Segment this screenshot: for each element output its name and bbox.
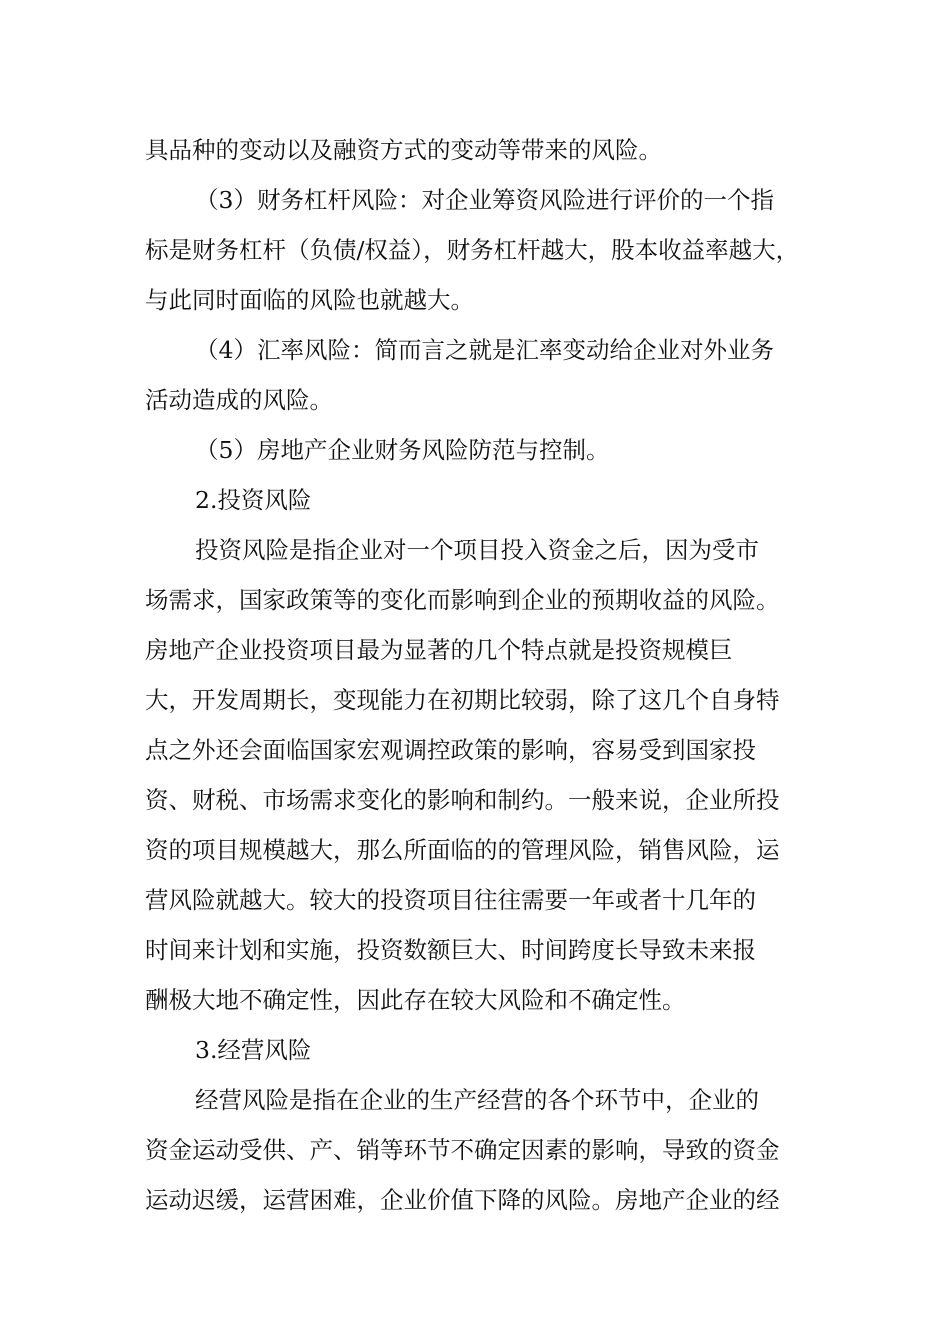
text-line: 营风险就越大。较大的投资项目往往需要一年或者十几年的 [145,886,756,914]
text-line: 大，开发周期长，变现能力在初期比较弱，除了这几个自身特 [145,686,780,714]
text-line: （5）房地产企业财务风险防范与控制。 [195,436,610,464]
text-line: 酬极大地不确定性，因此存在较大风险和不确定性。 [145,986,686,1014]
text-line: 场需求，国家政策等的变化而影响到企业的预期收益的风险。 [145,586,780,614]
text-line: 与此同时面临的风险也就越大。 [145,286,474,314]
text-line: 具品种的变动以及融资方式的变动等带来的风险。 [145,136,662,164]
text-line: 资、财税、市场需求变化的影响和制约。一般来说，企业所投 [145,786,780,814]
section-heading: 2.投资风险 [195,486,312,514]
text-line: 投资风险是指企业对一个项目投入资金之后，因为受市 [195,536,759,564]
text-line: 资金运动受供、产、销等环节不确定因素的影响，导致的资金 [145,1136,780,1164]
text-line: 房地产企业投资项目最为显著的几个特点就是投资规模巨 [145,636,733,664]
section-heading: 3.经营风险 [195,1036,312,1064]
text-line: 点之外还会面临国家宏观调控政策的影响，容易受到国家投 [145,736,756,764]
text-line: 资的项目规模越大，那么所面临的的管理风险，销售风险，运 [145,836,780,864]
text-line: （4）汇率风险：简而言之就是汇率变动给企业对外业务 [195,336,774,364]
text-line: 经营风险是指在企业的生产经营的各个环节中，企业的 [195,1086,759,1114]
text-line: （3）财务杠杆风险：对企业筹资风险进行评价的一个指 [195,186,774,214]
text-line: 时间来计划和实施，投资数额巨大、时间跨度长导致未来报 [145,936,756,964]
text-line: 运动迟缓，运营困难，企业价值下降的风险。房地产企业的经 [145,1186,780,1214]
text-line: 标是财务杠杆（负债/权益），财务杠杆越大，股本收益率越大， [145,236,800,264]
text-line: 活动造成的风险。 [145,386,333,414]
